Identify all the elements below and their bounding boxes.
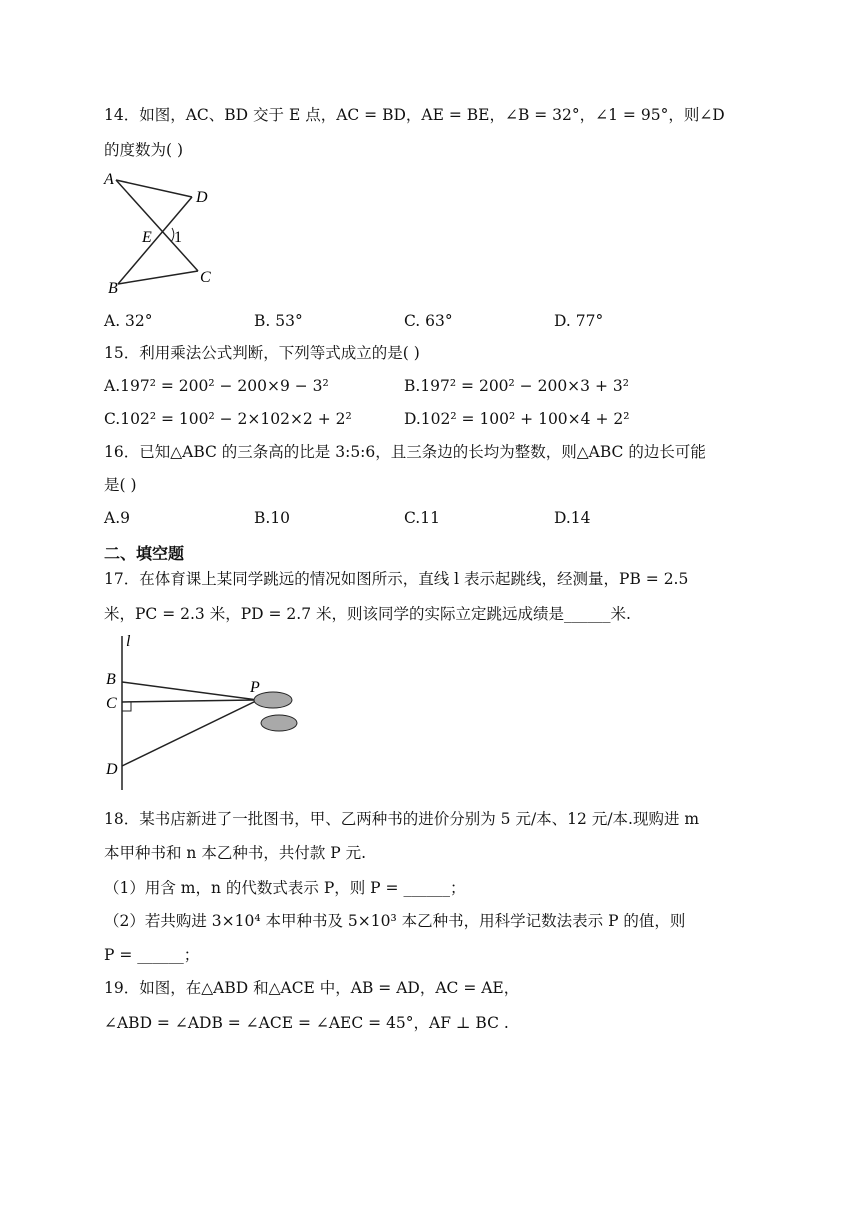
label-E: E — [142, 229, 152, 246]
q16-option-a: A.9 — [104, 509, 130, 527]
label-l: l — [126, 633, 131, 650]
q16-option-c: C.11 — [404, 509, 440, 527]
q17-figure — [100, 630, 310, 795]
segment-AC — [116, 180, 198, 271]
q18-part2-line1: （2）若共购进 3×10⁴ 本甲种书及 5×10³ 本乙种书，用科学记数法表示 P 的值，则 — [104, 912, 686, 930]
footprint-2 — [261, 715, 297, 731]
label-D: D — [106, 761, 118, 778]
label-C: C — [106, 695, 117, 712]
segment-PD — [122, 700, 258, 766]
label-B: B — [108, 280, 118, 297]
label-B: B — [106, 671, 116, 688]
q14-stem-line2: 的度数为( ) — [104, 141, 184, 159]
q15-option-c: C.102² = 100² − 2×102×2 + 2² — [104, 410, 352, 428]
segment-PC — [122, 700, 258, 702]
q15-stem: 15．利用乘法公式判断，下列等式成立的是( ) — [104, 344, 420, 362]
label-C: C — [200, 269, 211, 286]
q18-part2-line2: P = ______； — [104, 946, 200, 964]
segment-BC — [118, 271, 198, 284]
q16-option-b: B.10 — [254, 509, 291, 527]
q16-stem-line2: 是( ) — [104, 476, 137, 494]
q16-stem-line1: 16．已知△ABC 的三条高的比是 3:5:6，且三条边的长均为整数，则△ABC 的边长可能 — [104, 443, 706, 461]
q17-stem-line2: 米，PC = 2.3 米，PD = 2.7 米，则该同学的实际立定跳远成绩是______米. — [104, 605, 631, 623]
label-A: A — [104, 171, 114, 188]
label-P: P — [250, 679, 260, 696]
label-1: 1 — [174, 229, 182, 246]
q19-stem-line2: ∠ABD = ∠ADB = ∠ACE = ∠AEC = 45°，AF ⊥ BC . — [104, 1014, 509, 1032]
segment-AD — [116, 180, 192, 197]
q17-stem-line1: 17．在体育课上某同学跳远的情况如图所示，直线 l 表示起跳线，经测量，PB = 2.5 — [104, 570, 689, 588]
right-angle-mark — [122, 702, 131, 711]
q15-option-d: D.102² = 100² + 100×4 + 2² — [404, 410, 630, 428]
q15-option-a: A.197² = 200² − 200×9 − 3² — [104, 377, 329, 395]
q14-option-b: B. 53° — [254, 312, 303, 330]
q14-option-c: C. 63° — [404, 312, 453, 330]
q18-part1: （1）用含 m，n 的代数式表示 P，则 P = ______； — [104, 879, 466, 897]
q15-option-b: B.197² = 200² − 200×3 + 3² — [404, 377, 629, 395]
q14-option-a: A. 32° — [104, 312, 153, 330]
section-heading: 二、填空题 — [104, 544, 185, 563]
segment-PB — [122, 682, 258, 700]
q16-option-d: D.14 — [554, 509, 591, 527]
q14-figure — [100, 168, 220, 298]
label-D: D — [196, 189, 208, 206]
q14-option-d: D. 77° — [554, 312, 604, 330]
q14-stem-line1: 14．如图，AC、BD 交于 E 点，AC = BD，AE = BE，∠B = 32°，∠1 = 95°，则∠D — [104, 106, 725, 124]
q18-stem-line2: 本甲种书和 n 本乙种书，共付款 P 元. — [104, 844, 367, 862]
q19-stem-line1: 19．如图，在△ABD 和△ACE 中，AB = AD，AC = AE， — [104, 979, 520, 997]
q18-stem-line1: 18．某书店新进了一批图书，甲、乙两种书的进价分别为 5 元/本、12 元/本.现购进 m — [104, 810, 700, 828]
